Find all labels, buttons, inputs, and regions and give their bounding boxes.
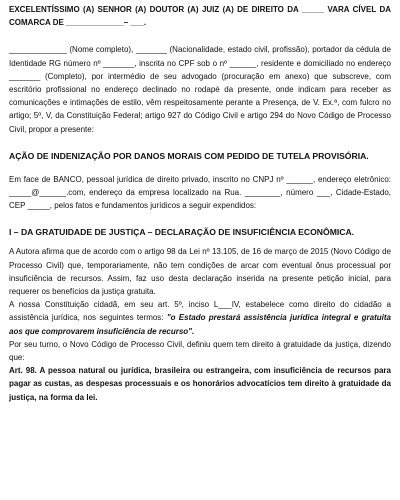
constitution-quote: "o Estado prestará assistência jurídica integral e gratuita aos que comprovarem insuficiência de recurso". [9,313,392,336]
section-title: I – DA GRATUIDADE DE JUSTIÇA – DECLARAÇÃO DE INSUFICIÊNCIA ECONÔMICA. [9,227,355,238]
action-title: AÇÃO DE INDENIZAÇÃO POR DANOS MORAIS COM PEDIDO DE TUTELA PROVISÓRIA. [9,150,369,161]
article-98-quote: Art. 98. A pessoa natural ou jurídica, brasileira ou estrangeira, com insuficiência de recursos para pagar as custas, as despesas processuais e os honorários advocatícios tem direito à gratuidade da justiça, na forma da lei. [9,366,391,402]
cpc-paragraph: Por seu turno, o Novo Código de Processo Civil, definiu quem tem direito à gratuidade da justiça, dizendo que: [9,339,391,363]
constitution-paragraph [9,298,391,338]
document-header: EXCELENTÍSSIMO (A) SENHOR (A) DOUTOR (A) JUIZ (A) DE DIREITO DA _____ VARA CÍVEL DA COMARCA DE _____________– ___. [9,5,391,28]
gratuity-paragraph: A Autora afirma que de acordo com o artigo 98 da Lei nº 13.105, de 16 de março de 2015 (Novo Código de Processo Civil) que, temporariamente, não tem condições de arcar com eventual ônus processual por insuficiência de recursos. Assim, faz uso desta declaração inserida na presente petição inicial, para requerer os benefícios da justiça gratuita. [9,247,391,297]
defendant-paragraph: Em face de BANCO, pessoal jurídica de direito privado, inscrito no CNPJ nº ______, endereço eletrônico: _____@______.com, endereço da empresa localizado na Rua. ________, número ___, Cidade-Estado, CEP _____, pelos fatos e fundamentos jurídicos a seguir expendidos: [9,174,391,211]
constitution-lead: A nossa Constituição cidadã, em seu art. 5º, inciso L___IV, estabelece como direito do cidadão a assistência jurídica, nos seguintes termos: [9,300,391,323]
qualification-paragraph: _____________ (Nome completo), _______ (Nacionalidade, estado civil, profissão), portador da cédula de Identidade RG número nº _______, inscrita no CPF sob o nº ______, residente e domiciliado no endereço _______ (Completo), por intermédio de seu advogado (procuração em anexo) que subscreve, com escritório profissional no endereço declinado no rodapé da presente, onde indicam para receber as comunicações e intimações de estilo, vêm respeitosamente perante a Presença, de V. Ex.ª, com fulcro no artigo; 5º, V, da Constituição Federal; artigo 927 do Código Civil e artigo 294 do Novo Código de Processo Civil, propor a presente: [9,45,391,134]
